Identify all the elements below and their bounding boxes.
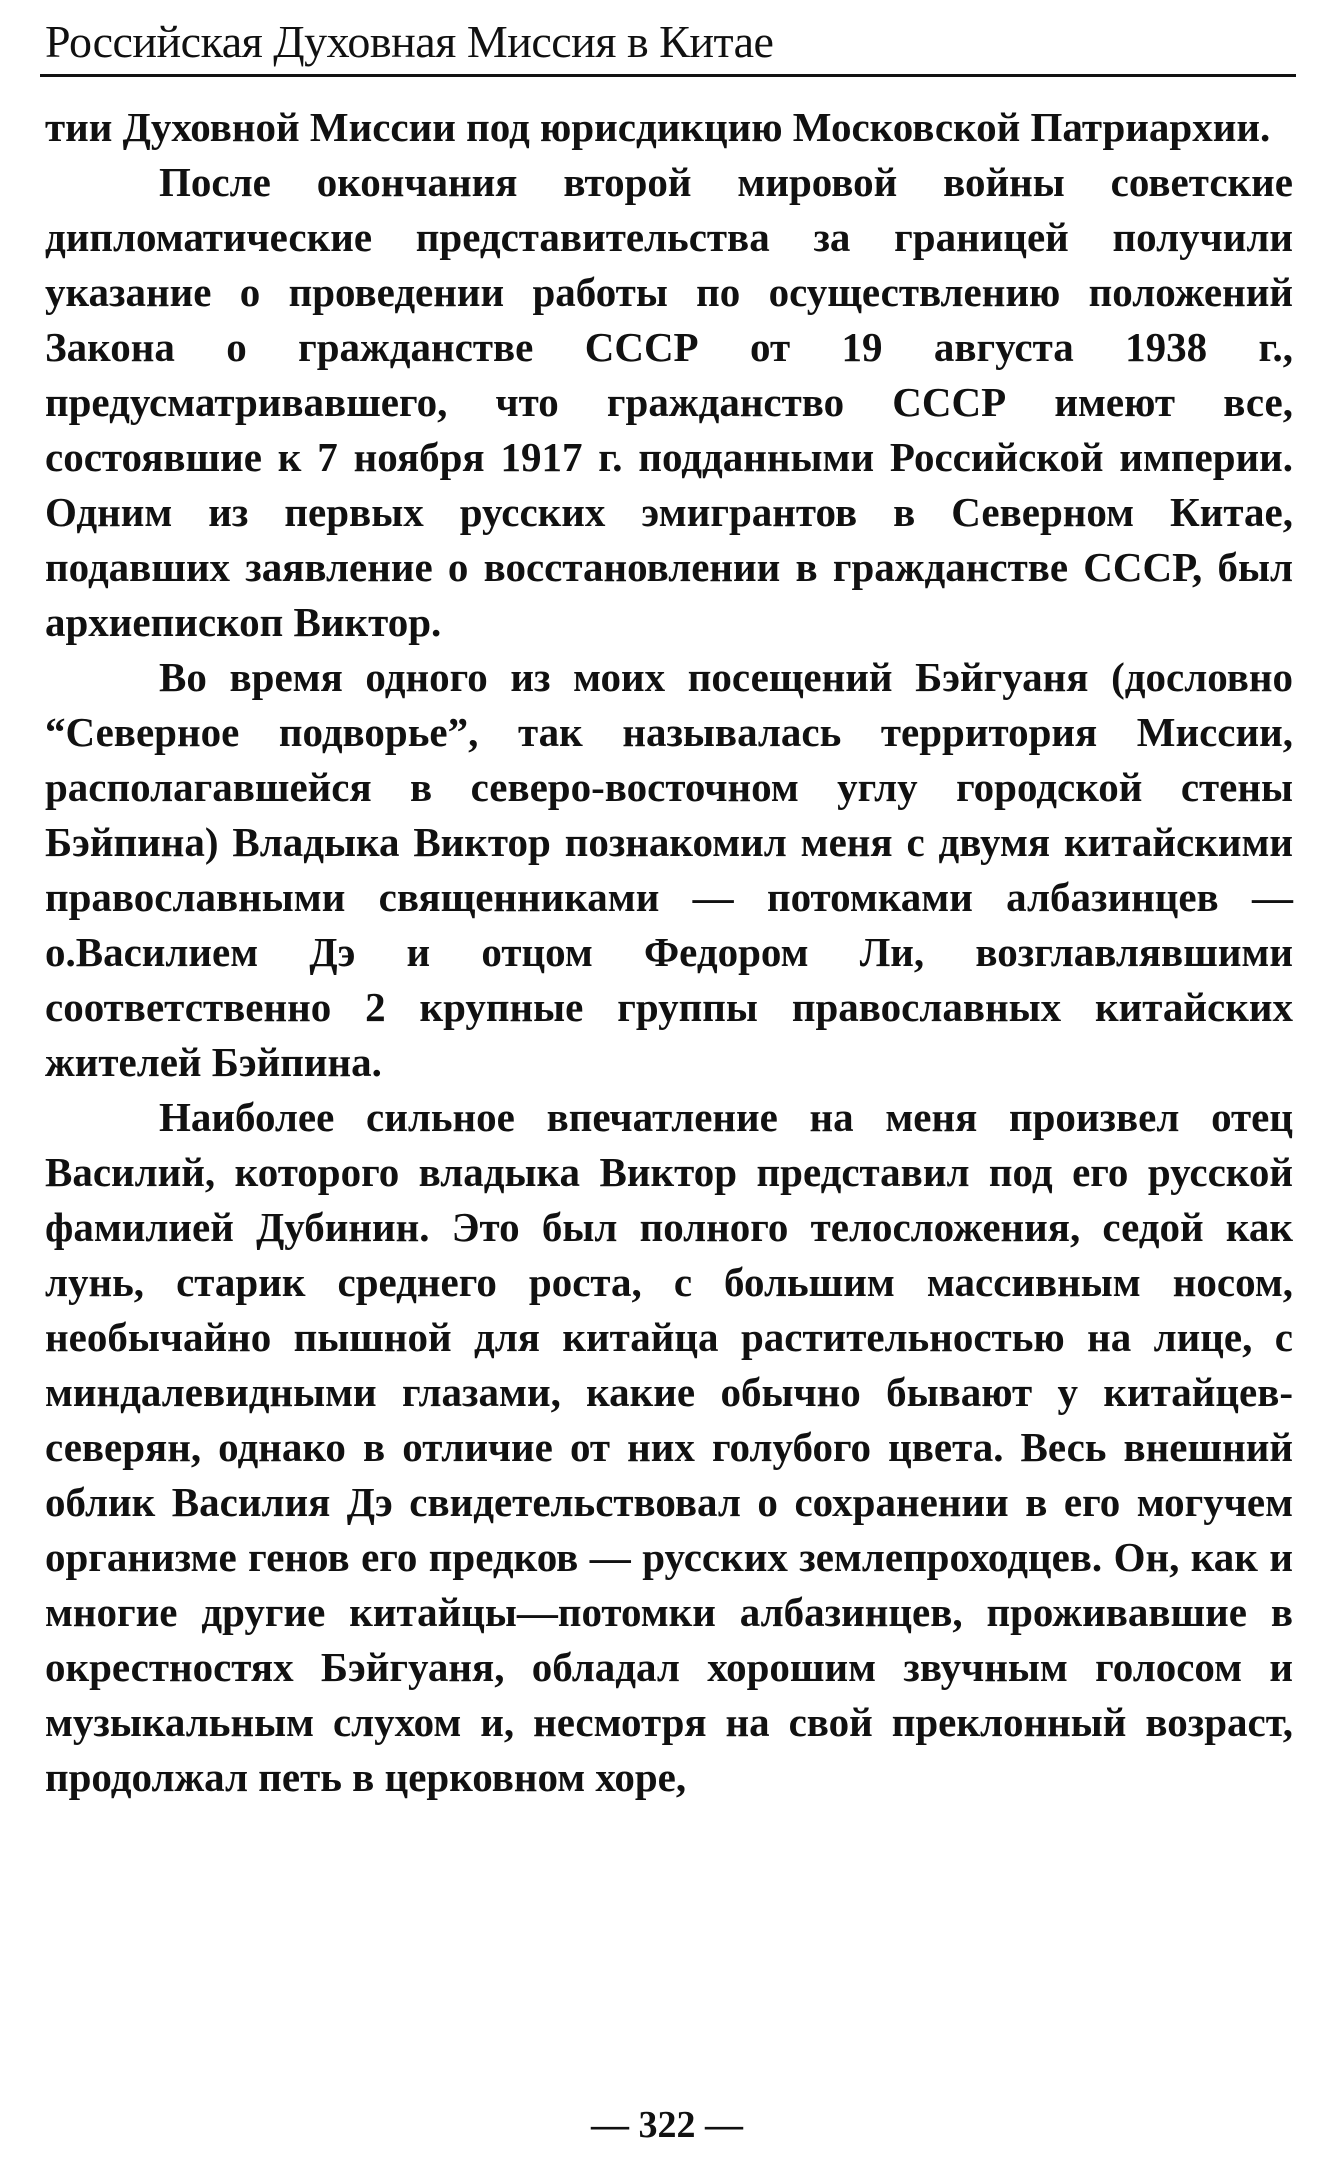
page-number: — 322 —: [591, 2104, 743, 2146]
header-rule: [40, 74, 1296, 77]
paragraph: После окончания второй мировой войны советские дипломатические представительства за границей получили указание о проведении работы по осуществлению положений Закона о гражданстве СССР от 19 августа 1938 г., предусматривавшего, что гражданство СССР имеют все, состоявшие к 7 ноября 1917 г. подданными Российской империи. Одним из первых русских эмигрантов в Северном Китае, подавших заявление о восстановлении в гражданстве СССР, был архиепископ Виктор.: [45, 159, 1293, 645]
body-text: [45, 100, 1293, 1805]
paragraph: Во время одного из моих посещений Бэйгуаня (дословно “Северное подворье”, так называлась территория Миссии, располагавшейся в северо-восточном углу городской стены Бэйпина) Владыка Виктор познакомил меня с двумя китайскими православными священниками — потомками албазинцев — о.Василием Дэ и отцом Федором Ли, возглавлявшими соответственно 2 крупные группы православных китайских жителей Бэйпина.: [45, 654, 1293, 1085]
paragraph-continuation: тии Духовной Миссии под юрисдикцию Московской Патриархии.: [45, 104, 1271, 150]
paragraph: Наиболее сильное впечатление на меня произвел отец Василий, которого владыка Виктор представил под его русской фамилией Дубинин. Это был полного телосложения, седой как лунь, старик среднего роста, с большим массивным носом, необычайно пышной для китайца растительностью на лице, с миндалевидными глазами, какие обычно бывают у китайцев-северян, однако в отличие от них голубого цвета. Весь внешний облик Василия Дэ свидетельствовал о сохранении в его могучем организме генов его предков — русских землепроходцев. Он, как и многие другие китайцы—потомки албазинцев, проживавшие в окрестностях Бэйгуаня, обладал хорошим звучным голосом и музыкальным слухом и, несмотря на свой преклонный возраст, продолжал петь в церковном хоре,: [45, 1094, 1293, 1800]
running-head: Российская Духовная Миссия в Китае: [45, 16, 774, 67]
